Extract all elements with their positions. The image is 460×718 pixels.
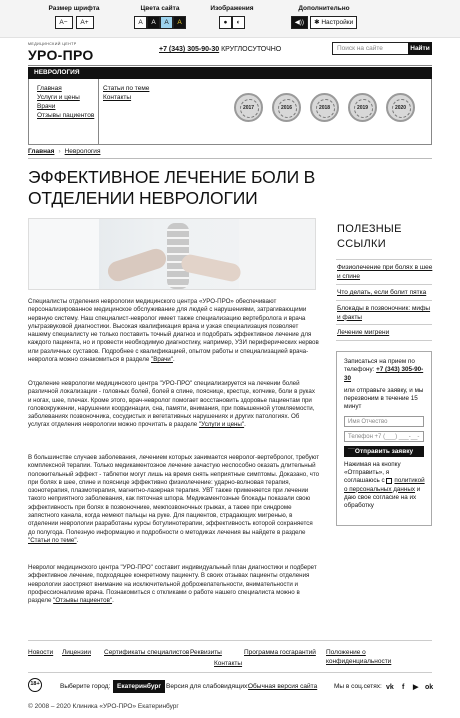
submenu-col-1 — [37, 84, 97, 120]
facebook-icon[interactable]: f — [402, 684, 405, 691]
logo-subtitle: МЕДИЦИНСКИЙ ЦЕНТР — [28, 42, 77, 46]
circle-filled-icon: ● — [223, 19, 228, 27]
submenu-item-contacts[interactable]: Контакты — [103, 94, 132, 101]
logo-text: УРО-ПРО — [28, 47, 94, 63]
sidebar-divider — [336, 324, 432, 325]
page-title: ЭФФЕКТИВНОЕ ЛЕЧЕНИЕ БОЛИ В ОТДЕЛЕНИИ НЕВРОЛОГИИ — [28, 167, 316, 208]
header-divider — [28, 65, 432, 66]
submenu-divider — [98, 79, 99, 145]
age-limit-badge: 18+ — [28, 678, 42, 692]
copyright: © 2008 – 2020 Клиника «УРО-ПРО» Екатеринбург — [28, 703, 179, 710]
reviews-link[interactable]: "Отзывы пациентов" — [53, 597, 113, 605]
sidebar-divider — [336, 259, 432, 260]
submenu-item-home[interactable]: Главная — [37, 85, 62, 92]
hero-coat — [29, 219, 99, 290]
doctors-link[interactable]: "Врачи" — [151, 356, 173, 364]
color-white-button[interactable]: А — [134, 16, 147, 29]
search-button[interactable]: Найти — [408, 42, 432, 55]
footer-link-news[interactable]: Новости — [28, 649, 54, 656]
images-group — [208, 5, 256, 29]
footer-link-privacy[interactable]: Положение о конфиденциальности — [326, 649, 392, 665]
chevron-right-icon: › — [58, 148, 61, 155]
accessibility-bar — [0, 0, 460, 38]
sidebar-title: ПОЛЕЗНЫЕ ССЫЛКИ — [337, 223, 402, 250]
main-menu — [28, 67, 432, 79]
menu-item-neurology[interactable]: НЕВРОЛОГИЯ — [34, 69, 80, 76]
privacy-policy-link[interactable]: политикой о персональных данных — [344, 477, 425, 493]
images-on-button[interactable] — [219, 16, 232, 29]
sidebar-link[interactable]: Лечение мигрени — [337, 329, 390, 336]
footer-link-requisites[interactable]: Реквизиты — [190, 649, 222, 656]
color-yellow-button[interactable]: А — [173, 16, 186, 29]
services-link[interactable]: "Услуги и цены" — [198, 421, 245, 429]
name-field[interactable]: Имя Отчество — [344, 416, 424, 427]
images-off-button[interactable] — [232, 16, 245, 29]
vk-icon[interactable]: vk — [386, 684, 394, 691]
colors-group — [130, 5, 190, 29]
phone-note: КРУГЛОСУТОЧНО — [221, 46, 282, 53]
phone-field[interactable]: Телефон +7 (___) ___-__-__ — [344, 431, 424, 442]
sidebar-link[interactable]: Что делать, если болит пятка — [337, 289, 427, 296]
version-label: Версия для слабовидящих: — [166, 683, 250, 690]
footer-link-state-program[interactable]: Программа госгарантий — [244, 649, 316, 656]
submit-button[interactable]: Отправить заявку — [344, 446, 424, 457]
city-label: Выберите город: — [60, 683, 111, 690]
colors-title: Цвета сайта — [140, 5, 180, 12]
gear-icon: ✱ — [314, 19, 322, 27]
sidebar-divider — [336, 340, 432, 341]
font-size-title: Размер шрифта — [48, 5, 100, 12]
consent-text: Нажимая на кнопку «Отправить», я соглашаюсь с политикой о персональных данных и даю свое согласие на их обработку — [344, 460, 425, 510]
speaker-icon: ◀)) — [294, 19, 305, 27]
site-logo[interactable] — [28, 42, 124, 63]
articles-link[interactable]: "Статьи по теме" — [28, 536, 77, 544]
award-medal-icon: 2020 — [386, 93, 415, 122]
font-increase-button[interactable]: А+ — [76, 16, 94, 29]
submenu-item-services[interactable]: Услуги и цены — [37, 94, 80, 101]
font-size-group — [46, 5, 102, 29]
award-medal-icon: 2017 — [234, 93, 263, 122]
footer-link-contacts[interactable]: Контакты — [214, 660, 243, 667]
footer-link-licenses[interactable]: Лицензии — [62, 649, 91, 656]
footer-link-certificates[interactable]: Сертификаты специалистов — [104, 649, 190, 656]
city-select[interactable]: Екатеринбург — [113, 680, 165, 693]
breadcrumb-home[interactable]: Главная — [28, 148, 55, 155]
extra-group — [288, 5, 360, 29]
sidebar-link[interactable]: Блокады в позвоночник: мифы и факты — [337, 305, 431, 321]
hero-image — [28, 218, 316, 290]
submenu-col-2 — [103, 84, 183, 102]
form-text: Записаться на прием по телефону: — [344, 358, 415, 374]
extra-title: Дополнительно — [298, 5, 350, 12]
hero-hand — [180, 253, 242, 283]
award-medal-icon: 2019 — [348, 93, 377, 122]
phone-link[interactable]: +7 (343) 305-90-30 — [159, 46, 220, 53]
footer-divider — [28, 640, 432, 641]
submenu-item-articles[interactable]: Статьи по теме — [103, 85, 150, 92]
color-black-button[interactable]: А — [147, 16, 160, 29]
search-input[interactable]: Поиск на сайте — [332, 42, 432, 55]
hero-hand — [105, 246, 168, 284]
color-blue-button[interactable]: А — [160, 16, 173, 29]
content-paragraph: Невролог медицинского центра "УРО-ПРО" составит индивидуальный план диагностики и подберет эффективное лечение, подходящее конкретному пациенту. В своих отзывах пациенты отделения неврологии заостряют внимание на исключительной доброжелательности, внимательности и профессионализме врача. Познакомиться с откликами о работе нашего специалиста можно в разделе "Отзывы пациентов". — [28, 564, 317, 605]
submenu-item-doctors[interactable]: Врачи — [37, 103, 56, 110]
sidebar-divider — [336, 300, 432, 301]
sidebar-divider — [336, 284, 432, 285]
breadcrumb-current[interactable]: Неврология — [64, 148, 101, 155]
social-label: Мы в соц.сетях: — [334, 683, 382, 690]
settings-button[interactable] — [310, 16, 357, 29]
footer-divider — [28, 672, 432, 673]
content-paragraph: Отделение неврологии медицинского центра "УРО-ПРО" специализируется на лечении болей различной локализации - головных болей, болей в спине, пояснице, крестце, копчике, боли в руках и ногах, шее, плечах. Кроме этого, врач-невролог помогает восстановить здоровье пациентам при головокружении, нарушении координации, сна, памяти, внимания, при повышенной утомляемости, заболеваниях позвоночника, сосудистых и вегетативных нарушениях и других патологиях. Об услугах отделения неврологии можно прочитать в разделе "Услуги и цены". — [28, 380, 315, 429]
content-paragraph: В большинстве случаев заболевания, лечением которых занимается невролог-вертебролог, требуют комплексной терапии. Только медикаментозное лечение зачастую неспособно оказать длительный положительный эффект - таблетки могут лишь на время снять неприятные симптомы. Доказано, что при болях в шее, спине и пояснице эффективно физиолечение: ударно-волновая терапия, озонотерапия, плазмотерапия, магнитно-лазерная терапия. УВТ также применяется при лечении такого неприятного заболевания, как пяточная шпора. Медикаментозные блокады показали свою эффективность при болях в позвоночнике, межпозвоночных грыжах, а также при синдроме запястного канала, когда немеют пальцы на руке. Для пациентов, страдающих мигренью, в отделении неврологии разработаны курсы ботулинотерапии, эффективность которой сохраняется до полугода. Полезную информацию и подробности о методиках лечения вы найдете в разделе "Статьи по теме". — [28, 454, 320, 544]
images-title: Изображения — [210, 5, 254, 12]
header-phone — [159, 45, 281, 54]
award-medal-icon: 2016 — [272, 93, 301, 122]
font-decrease-button[interactable]: А− — [55, 16, 73, 29]
award-medal-icon: 2018 — [310, 93, 339, 122]
circle-half-icon: ◐ — [236, 19, 241, 27]
video-icon[interactable]: ▶ — [413, 684, 419, 691]
divider — [28, 158, 432, 159]
settings-label: Настройки — [321, 19, 354, 27]
odnoklassniki-icon[interactable]: ok — [425, 684, 434, 691]
consent-checkbox[interactable] — [386, 478, 392, 484]
sidebar-link[interactable]: Физиолечение при болях в шее и спине — [337, 264, 433, 280]
submenu-item-reviews[interactable]: Отзывы пациентов — [37, 112, 95, 119]
normal-version-link[interactable]: Обычная версия сайта — [248, 683, 318, 690]
callback-form — [336, 351, 432, 526]
content-paragraph: Специалисты отделения неврологии медицинского центра «УРО-ПРО» обеспечивают персонализированное медицинское обслуживание для людей с нарушениями, затрагивающими нервную систему. Наш специалист-невролог имеет также специализацию вертебролога и врача ультразвуковой диагностики. Высокая квалификация врача и узкая специализация позволяет нашему специалисту не только поставить точный диагноз и подобрать эффективное лечение для каждого пациента, но и провести необходимую диагностику, например, УЗИ периферических нервов или различных суставов. Подробнее с квалификацией, опытом работы и специализацией врача-невролога можно ознакомиться в разделе "Врачи". — [28, 298, 319, 364]
form-phone-link[interactable]: +7 (343) 305-90-30 — [344, 366, 424, 382]
hero-coat — [239, 219, 316, 290]
breadcrumb — [28, 148, 100, 156]
speech-button[interactable] — [291, 16, 308, 29]
form-text-2: или отправьте заявку, и мы перезвоним в течение 15 минут — [344, 386, 424, 411]
